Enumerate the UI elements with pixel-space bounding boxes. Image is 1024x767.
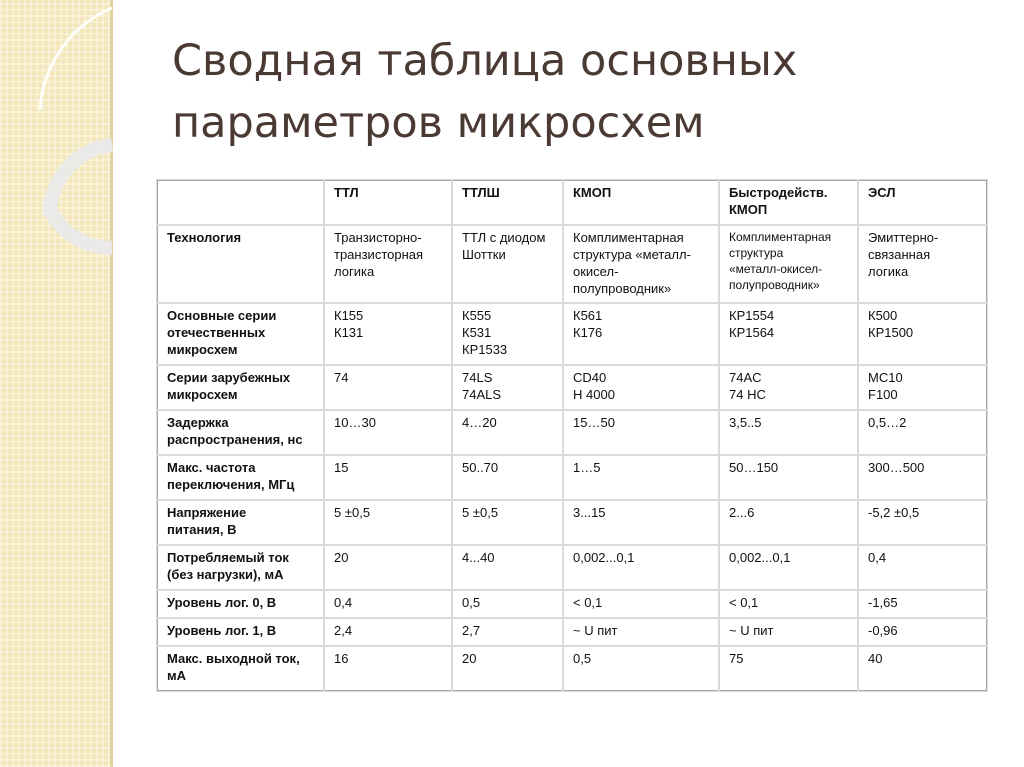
table-cell <box>719 303 858 365</box>
cell-text-line: полупроводник» <box>729 278 820 292</box>
table-cell <box>563 455 719 500</box>
cell-text-line: структура «металл- <box>573 247 691 262</box>
cell-text-line: 0,002...0,1 <box>573 550 635 565</box>
table-cell <box>452 225 563 303</box>
table-cell <box>563 365 719 410</box>
table-cell <box>324 225 452 303</box>
table-cell <box>563 225 719 303</box>
cell-text-line: 74ALS <box>462 387 502 402</box>
row-label-line: распространения, нс <box>167 432 303 447</box>
cell-text-line: 0,4 <box>334 595 353 610</box>
cell-text-line: К155 <box>334 308 364 323</box>
slide-title-line-2: параметров микросхем <box>172 98 705 148</box>
cell-text-line: 0,4 <box>868 550 887 565</box>
table-row <box>157 225 987 303</box>
cell-text-line: КР1554 <box>729 308 775 323</box>
table-row <box>157 365 987 410</box>
cell-text-line: 50…150 <box>729 460 779 475</box>
table-cell <box>858 365 987 410</box>
cell-text-line: 74 HC <box>729 387 766 402</box>
cell-text-line: 16 <box>334 651 349 666</box>
cell-text-line: 10…30 <box>334 415 376 430</box>
table-cell <box>858 225 987 303</box>
row-label-cell <box>157 618 324 646</box>
row-label-line: Макс. выходной ток, <box>167 651 300 666</box>
row-label-cell <box>157 455 324 500</box>
decorative-rings <box>0 0 180 260</box>
cell-text-line: К500 <box>868 308 898 323</box>
table-cell <box>324 618 452 646</box>
table-cell <box>858 500 987 545</box>
table-header-row <box>157 180 987 225</box>
cell-text-line: H 4000 <box>573 387 615 402</box>
cell-text-line: К531 <box>462 325 492 340</box>
slide-title <box>172 30 972 154</box>
cell-text-line: 2,7 <box>462 623 481 638</box>
row-label-cell <box>157 545 324 590</box>
table-cell <box>719 646 858 691</box>
cell-text-line: 74 <box>334 370 349 385</box>
cell-text-line: Комплиментарная <box>573 230 684 245</box>
table-cell <box>858 455 987 500</box>
cell-text-line: К555 <box>462 308 492 323</box>
table-cell <box>452 410 563 455</box>
cell-text-line: К176 <box>573 325 603 340</box>
table-cell <box>719 545 858 590</box>
cell-text-line: 0,5 <box>462 595 481 610</box>
cell-text-line: 74AC <box>729 370 762 385</box>
table-cell <box>324 455 452 500</box>
cell-text-line: связанная <box>868 247 931 262</box>
table-row <box>157 410 987 455</box>
row-label-cell <box>157 590 324 618</box>
cell-text-line: 40 <box>868 651 883 666</box>
row-label-line: Уровень лог. 0, В <box>167 595 277 610</box>
table-row <box>157 303 987 365</box>
table-cell <box>719 455 858 500</box>
table-cell <box>324 646 452 691</box>
cell-text-line: 1…5 <box>573 460 601 475</box>
row-label-line: (без нагрузки), мА <box>167 567 284 582</box>
table-cell <box>858 303 987 365</box>
cell-text-line: -0,96 <box>868 623 898 638</box>
cell-text-line: КР1533 <box>462 342 508 357</box>
table-cell <box>452 455 563 500</box>
cell-text-line: логика <box>334 264 375 279</box>
cell-text-line: 15 <box>334 460 349 475</box>
row-label-line: Уровень лог. 1, В <box>167 623 277 638</box>
cell-text-line: окисел- <box>573 264 619 279</box>
header-cell-empty <box>157 180 324 225</box>
table-cell <box>719 410 858 455</box>
table-cell <box>858 590 987 618</box>
table-cell <box>324 303 452 365</box>
table-cell <box>563 590 719 618</box>
row-label-cell <box>157 410 324 455</box>
row-label-line: Технология <box>167 230 242 245</box>
header-cell-ttl: ТТЛ <box>324 180 452 225</box>
table-cell <box>324 410 452 455</box>
table-cell <box>452 646 563 691</box>
cell-text-line: Эмиттерно- <box>868 230 939 245</box>
table-cell <box>563 545 719 590</box>
cell-text-line: «металл-окисел- <box>729 262 823 276</box>
table-row <box>157 618 987 646</box>
table-cell <box>324 365 452 410</box>
table-cell <box>452 618 563 646</box>
cell-text-line: -1,65 <box>868 595 898 610</box>
cell-text-line: ~ U пит <box>573 623 618 638</box>
table-cell <box>563 618 719 646</box>
row-label-line: питания, В <box>167 522 237 537</box>
table-cell <box>858 410 987 455</box>
table-cell <box>452 365 563 410</box>
row-label-line: Основные серии <box>167 308 277 323</box>
row-label-line: микросхем <box>167 387 238 402</box>
row-label-line: Задержка <box>167 415 229 430</box>
header-cell-kmop: КМОП <box>563 180 719 225</box>
cell-text-line: < 0,1 <box>573 595 603 610</box>
header-cell-esl: ЭСЛ <box>858 180 987 225</box>
table-cell <box>563 303 719 365</box>
table-cell <box>324 590 452 618</box>
decorative-ring-arc-upper <box>40 8 112 110</box>
cell-text-line: 15…50 <box>573 415 615 430</box>
row-label-line: мА <box>167 668 187 683</box>
row-label-cell <box>157 303 324 365</box>
cell-text-line: -5,2 ±0,5 <box>868 505 920 520</box>
cell-text-line: полупроводник» <box>573 281 672 296</box>
cell-text-line: 2...6 <box>729 505 755 520</box>
cell-text-line: структура <box>729 246 784 260</box>
parameters-table <box>156 179 988 692</box>
cell-text-line: 0,002...0,1 <box>729 550 791 565</box>
cell-text-line: 3...15 <box>573 505 606 520</box>
table-cell <box>563 410 719 455</box>
table-cell <box>719 590 858 618</box>
cell-text-line: MC10 <box>868 370 903 385</box>
cell-text-line: 4...40 <box>462 550 495 565</box>
table-cell <box>324 500 452 545</box>
table-body <box>157 225 987 691</box>
header-cell-ttlsh: ТТЛШ <box>452 180 563 225</box>
cell-text-line: К131 <box>334 325 364 340</box>
table-row <box>157 590 987 618</box>
table-row <box>157 646 987 691</box>
cell-text-line: < 0,1 <box>729 595 759 610</box>
cell-text-line: 50..70 <box>462 460 499 475</box>
row-label-line: переключения, МГц <box>167 477 295 492</box>
cell-text-line: КР1564 <box>729 325 775 340</box>
table-row <box>157 500 987 545</box>
table-cell <box>858 618 987 646</box>
cell-text-line: Комплиментарная <box>729 230 832 244</box>
cell-text-line: F100 <box>868 387 898 402</box>
cell-text-line: 20 <box>462 651 477 666</box>
decorative-ring-arc-lower <box>50 145 112 248</box>
row-label-cell <box>157 646 324 691</box>
cell-text-line: 75 <box>729 651 744 666</box>
cell-text-line: 4…20 <box>462 415 497 430</box>
table-cell <box>452 500 563 545</box>
row-label-line: Напряжение <box>167 505 247 520</box>
table-cell <box>719 618 858 646</box>
header-cell-fast-kmop: Быстродейств. КМОП <box>719 180 858 225</box>
row-label-line: Серии зарубежных <box>167 370 291 385</box>
cell-text-line: КР1500 <box>868 325 914 340</box>
cell-text-line: 2,4 <box>334 623 353 638</box>
table-cell <box>719 365 858 410</box>
cell-text-line: Шоттки <box>462 247 506 262</box>
cell-text-line: 0,5 <box>573 651 592 666</box>
table-cell <box>858 646 987 691</box>
table-cell <box>324 545 452 590</box>
table-cell <box>563 646 719 691</box>
cell-text-line: транзисторная <box>334 247 424 262</box>
row-label-cell <box>157 225 324 303</box>
cell-text-line: 5 ±0,5 <box>462 505 499 520</box>
table-cell <box>719 225 858 303</box>
row-label-line: Макс. частота <box>167 460 256 475</box>
row-label-cell <box>157 500 324 545</box>
cell-text-line: 3,5..5 <box>729 415 762 430</box>
table-row <box>157 545 987 590</box>
cell-text-line: CD40 <box>573 370 607 385</box>
cell-text-line: 20 <box>334 550 349 565</box>
table-cell <box>452 590 563 618</box>
cell-text-line: ~ U пит <box>729 623 774 638</box>
cell-text-line: логика <box>868 264 909 279</box>
table-cell <box>452 303 563 365</box>
cell-text-line: 74LS <box>462 370 493 385</box>
row-label-line: Потребляемый ток <box>167 550 289 565</box>
cell-text-line: ТТЛ с диодом <box>462 230 546 245</box>
slide-title-line-1: Сводная таблица основных <box>172 36 798 86</box>
table-cell <box>563 500 719 545</box>
table-cell <box>858 545 987 590</box>
table-row <box>157 455 987 500</box>
row-label-line: отечественных <box>167 325 266 340</box>
cell-text-line: К561 <box>573 308 603 323</box>
cell-text-line: 300…500 <box>868 460 925 475</box>
row-label-cell <box>157 365 324 410</box>
table-cell <box>719 500 858 545</box>
row-label-line: микросхем <box>167 342 238 357</box>
cell-text-line: 5 ±0,5 <box>334 505 371 520</box>
table-cell <box>452 545 563 590</box>
cell-text-line: 0,5…2 <box>868 415 907 430</box>
cell-text-line: Транзисторно- <box>334 230 422 245</box>
